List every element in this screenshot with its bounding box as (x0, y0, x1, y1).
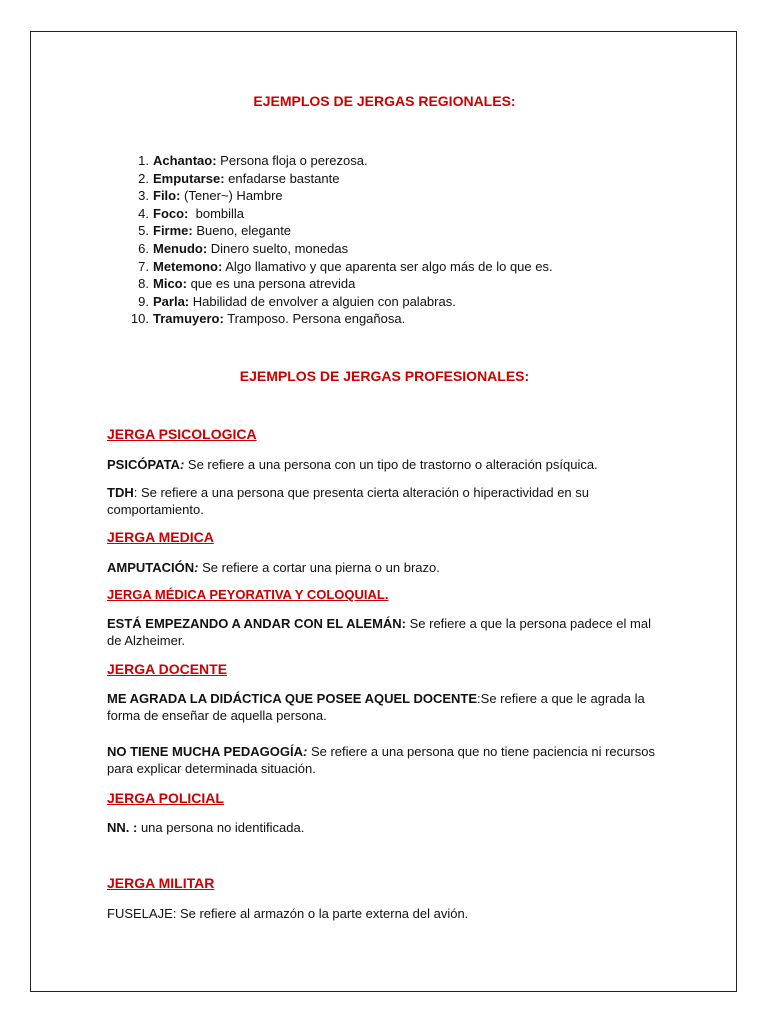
list-item: 3. Filo: (Tener~) Hambre (138, 188, 283, 204)
entry-amputacion: AMPUTACIÓN: Se refiere a cortar una pierna o un brazo. (107, 560, 440, 575)
regional-title: EJEMPLOS DE JERGAS REGIONALES: (253, 93, 516, 109)
list-item: 1. Achantao: Persona floja o perezosa. (138, 153, 368, 168)
entry-aleman: ESTÁ EMPEZANDO A ANDAR CON EL ALEMÁN: Se refiere a que la persona padece el mal de Alzheimer. (107, 616, 651, 648)
entry-pedagogia: NO TIENE MUCHA PEDAGOGÍA: Se refiere a una persona que no tiene paciencia ni recursos para explicar determinada situación. (107, 744, 655, 776)
heading-jerga-policial: JERGA POLICIAL (107, 790, 224, 806)
list-item: 9. Parla: Habilidad de envolver a alguien con palabras. (138, 293, 456, 309)
list-item: 6. Menudo: Dinero suelto, monedas (138, 240, 349, 256)
list-item: 7. Metemono: Algo llamativo y que aparenta ser algo más de lo que es. (138, 258, 553, 274)
list-item: 10. Tramuyero: Tramposo. Persona engañosa. (130, 311, 406, 327)
heading-jerga-medica: JERGA MEDICA (107, 529, 214, 545)
document-page (30, 31, 737, 992)
heading-jerga-psicologica: JERGA PSICOLOGICA (107, 426, 257, 442)
entry-fuselaje: FUSELAJE: Se refiere al armazón o la parte externa del avión. (107, 906, 469, 921)
list-item: 4. Foco: bombilla (138, 205, 245, 221)
list-item: 2. Emputarse: enfadarse bastante (138, 170, 340, 186)
profesional-title: EJEMPLOS DE JERGAS PROFESIONALES: (239, 368, 530, 384)
heading-jerga-medica-peyorativa: JERGA MÉDICA PEYORATIVA Y COLOQUIAL. (107, 587, 389, 602)
entry-didactica: ME AGRADA LA DIDÁCTICA QUE POSEE AQUEL DOCENTE:Se refiere a que le agrada la forma de enseñar de aquella persona. (107, 691, 645, 723)
list-item: 8. Mico: que es una persona atrevida (138, 276, 356, 292)
entry-tdh: TDH: Se refiere a una persona que presenta cierta alteración o hiperactividad en su comportamiento. (107, 485, 590, 517)
heading-jerga-docente: JERGA DOCENTE (107, 661, 228, 677)
regional-list (123, 152, 683, 328)
entry-psicopata: PSICÓPATA: Se refiere a una persona con un tipo de trastorno o alteración psíquica. (107, 457, 598, 472)
entry-nn: NN. : una persona no identificada. (107, 820, 305, 835)
heading-jerga-militar: JERGA MILITAR (107, 875, 215, 891)
list-item: 5. Firme: Bueno, elegante (138, 223, 292, 239)
